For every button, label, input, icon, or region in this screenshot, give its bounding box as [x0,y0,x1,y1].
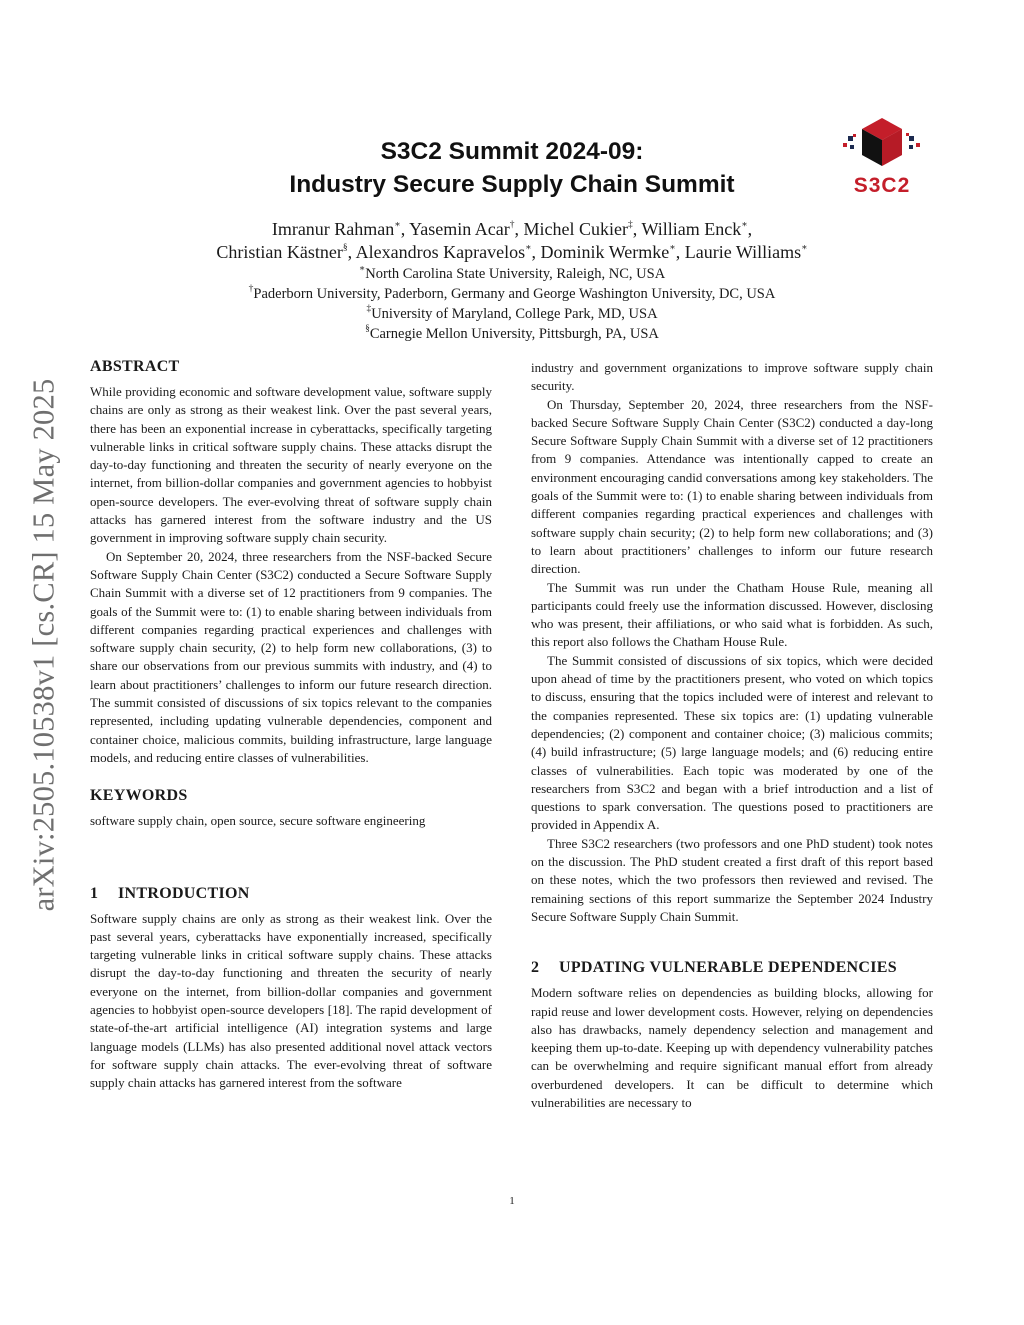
body-paragraph: Software supply chains are only as strong as their weakest link. Over the past several years, cyberattacks have exponentially increased, specifically targeting vulnerable links in critical software supply chains. These attacks disrupt the day-to-day functioning and threaten the security of nearly everyone on the internet, from billion-dollar companies and government agencies to hobbyist open-source developers [18]. The rapid development of state-of-the-art artificial intelligence (AI) integration systems and large language models (LLMs) has also presented additional novel attack vectors for software supply chain attacks. The ever-evolving threat of software supply chain attacks has garnered interest from the software [90,910,492,1091]
affiliation-mark: ‡ [366,304,372,315]
author-name: William Enck [641,219,742,239]
body-paragraph: The Summit was run under the Chatham House Rule, meaning all participants could freely use the information discussed. However, disclosing who was present, their affiliations, or who said what is forbidden. As such, this report also follows the Chatham House Rule. [531,579,933,650]
affiliation-mark: ∗ [358,264,366,275]
body-paragraph: Modern software relies on dependencies as building blocks, allowing for rapid reuse and lower development costs. However, relying on dependencies also has drawbacks, namely dependency selection and management and keeping them up-to-date. Keeping up with dependency vulnerability patches can be overwhelming and require significant manual effort from already overburdened developers. It can be difficult to determine which vulnerabilities are necessary to [531,985,933,1110]
author-mark: ‡ [628,220,633,230]
cube-logo-icon [843,118,920,166]
author-mark: § [342,243,348,253]
affiliation [150,264,874,284]
arxiv-side-stamp [22,345,66,945]
affiliation [150,304,874,324]
affiliation-text: Carnegie Mellon University, Pittsburgh, PA, USA [369,326,659,342]
affiliation-text: University of Maryland, College Park, MD, USA [371,306,658,322]
affiliation-list [150,264,874,344]
author-name: Alexandros Kapravelos [355,242,526,262]
affiliation-text: North Carolina State University, Raleigh, NC, USA [365,266,666,282]
affiliation [150,284,874,304]
author-name: Imranur Rahman [271,219,395,239]
keywords-text: software supply chain, open source, secure software engineering [90,813,426,829]
affiliation-mark: § [365,324,370,335]
author-mark: ∗ [525,243,532,253]
title-line-1: S3C2 Summit 2024-09: [380,138,644,165]
logo-text: S3C2 [853,174,911,197]
section-number: 2 [531,959,540,977]
left-column [90,357,492,1093]
paper-title [200,135,824,201]
section-2-heading [531,958,933,978]
abstract-paragraph: On September 20, 2024, three researchers from the NSF-backed Secure Software Supply Chain Center (S3C2) conducted a Secure Software Supply Chain Summit with a diverse set of 12 practitioners from 9 companies. The goals of the Summit were to: (1) to enable sharing between individuals from different companies regarding practical experiences and challenges with software supply chain security, (2) to help form new collaborations, (3) to share our observations from our previous summits with industry, and (4) to learn about practitioners’ challenges to inform our future research direction. The summit consisted of discussions of six topics relevant to the companies represented, including updating vulnerable dependencies, component and container choice, malicious commits, building infrastructure, large language models, and reducing entire classes of vulnerabilities. [90,548,492,765]
author-list [150,218,874,264]
affiliation-mark: † [248,284,254,295]
affiliation [150,324,874,344]
body-paragraph: On Thursday, September 20, 2024, three researchers from the NSF-backed Secure Software Supply Chain Center (S3C2) conducted a day-long Secure Software Supply Chain Summit with a diverse set of 12 practitioners from 9 companies. Attendance was intentionally capped to create an environment encouraging candid conversations among key stakeholders. The goals of the Summit were to: (1) to enable sharing between individuals from different companies regarding practical experiences and challenges with software supply chain security; (2) to help form new collaborations; and (3) to learn about practitioners’ challenges to inform our future research direction. [531,396,933,577]
author-mark: ∗ [394,220,401,230]
s3c2-logo [838,112,926,198]
author-mark: ∗ [669,243,676,253]
body-paragraph: Three S3C2 researchers (two professors and one PhD student) took notes on the discussion. The PhD student created a first draft of this report based on these notes, which the two professors then reviewed and revised. The remaining sections of this report summarize the September 2024 Industry Secure Software Supply Chain Summit. [531,835,933,924]
title-line-2: Industry Secure Supply Chain Summit [289,171,735,198]
author-mark: ∗ [801,243,808,253]
abstract-heading: ABSTRACT [90,358,180,375]
introduction-heading [90,884,492,904]
page-number: 1 [509,1195,515,1207]
keywords-heading: KEYWORDS [90,787,188,805]
section-title: INTRODUCTION [118,884,250,902]
affiliation-text: Paderborn University, Paderborn, Germany and George Washington University, DC, USA [253,286,776,302]
section-title: UPDATING VULNERABLE DEPENDENCIES [559,959,897,977]
body-paragraph: The Summit consisted of discussions of six topics, which were decided upon ahead of time by the practitioners present, who voted on which topics to discuss, ensuring that the topics included were of interest and relevant to the companies represented. These six topics are: (1) updating vulnerable dependencies; (2) component and container choice; (3) malicious commits; (4) build infrastructure; (5) large language models; and (6) reducing entire classes of vulnerabilities. Each topic was moderated by one of the researchers from S3C2 and began with a brief introduction and a list of questions to spark conversation. The questions posed to practitioners are provided in Appendix A. [531,652,933,833]
body-paragraph: industry and government organizations to improve software supply chain security. [531,360,933,394]
section-number: 1 [90,884,99,902]
author-line-1: Imranur Rahman∗, Yasemin Acar†, Michel Cukier‡, William Enck∗, [271,219,753,239]
author-line-2: Christian Kästner§, Alexandros Kapravelos∗, Dominik Wermke∗, Laurie Williams∗ [216,242,808,262]
author-name: Christian Kästner [216,242,343,262]
author-name: Yasemin Acar [409,219,510,239]
author-mark: ∗ [741,220,748,230]
arxiv-identifier: arXiv:2505.10538v1 [cs.CR] 15 May 2025 [26,378,61,912]
right-column [531,359,933,1112]
author-name: Laurie Williams [684,242,802,262]
author-mark: † [509,220,515,230]
author-name: Michel Cukier [523,219,629,239]
author-name: Dominik Wermke [540,242,670,262]
abstract-paragraph: While providing economic and software development value, software supply chains are only as strong as their weakest link. Over the past several years, there has been an exponential increase in cyberattacks, specifically targeting vulnerable links in critical software supply chains. These attacks disrupt the day-to-day functioning and threaten the security of nearly everyone on the internet, from billion-dollar companies and government agencies to hobbyist open-source developers. The ever-evolving threat of software supply chain attacks has garnered interest from the software industry and the US government in improving software supply chain security. [90,384,492,546]
